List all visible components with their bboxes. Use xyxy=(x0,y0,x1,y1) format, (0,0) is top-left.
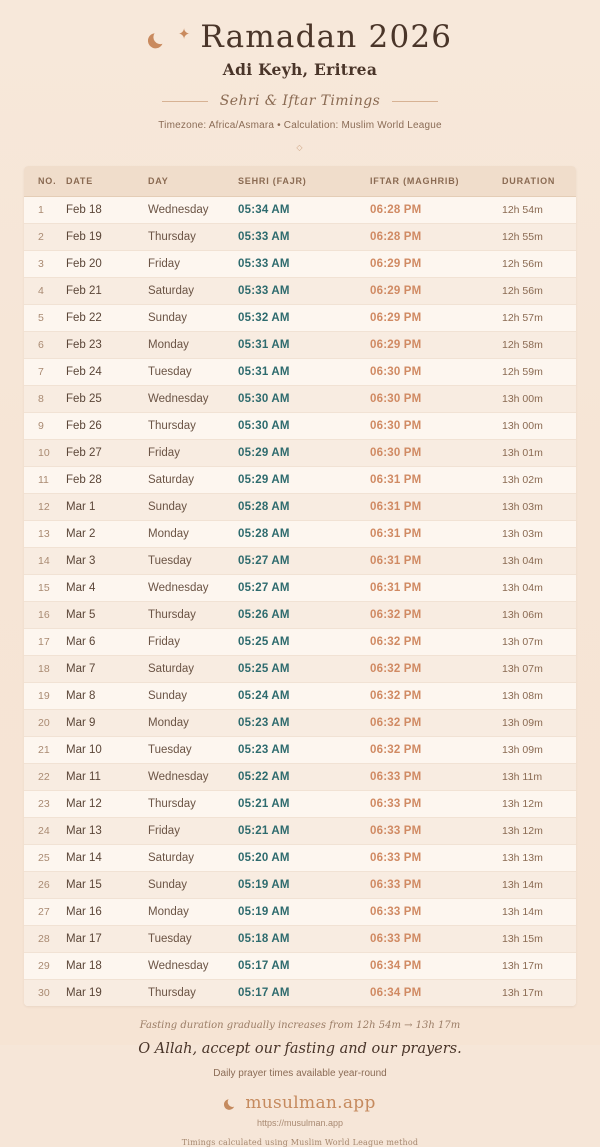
row-iftar-time: 06:29 PM xyxy=(370,332,502,359)
row-duration: 13h 13m xyxy=(502,845,576,872)
row-duration: 13h 03m xyxy=(502,494,576,521)
row-date: Mar 11 xyxy=(66,764,148,791)
table-row xyxy=(24,845,576,872)
column-header-sehri: SEHRI (FAJR) xyxy=(238,166,370,197)
row-day: Thursday xyxy=(148,602,238,629)
row-duration: 13h 12m xyxy=(502,791,576,818)
row-duration: 13h 06m xyxy=(502,602,576,629)
row-number: 20 xyxy=(24,710,66,737)
row-duration: 13h 11m xyxy=(502,764,576,791)
row-day: Monday xyxy=(148,332,238,359)
row-date: Mar 15 xyxy=(66,872,148,899)
row-number: 28 xyxy=(24,926,66,953)
table-row xyxy=(24,791,576,818)
row-sehri-time: 05:29 AM xyxy=(238,467,370,494)
row-sehri-time: 05:17 AM xyxy=(238,953,370,980)
row-date: Mar 17 xyxy=(66,926,148,953)
row-number: 2 xyxy=(24,224,66,251)
row-day: Saturday xyxy=(148,656,238,683)
row-number: 15 xyxy=(24,575,66,602)
row-day: Wednesday xyxy=(148,764,238,791)
row-duration: 13h 09m xyxy=(502,737,576,764)
row-iftar-time: 06:33 PM xyxy=(370,791,502,818)
row-iftar-time: 06:31 PM xyxy=(370,575,502,602)
table-row xyxy=(24,953,576,980)
table-row xyxy=(24,413,576,440)
row-date: Mar 12 xyxy=(66,791,148,818)
row-day: Thursday xyxy=(148,224,238,251)
row-duration: 13h 02m xyxy=(502,467,576,494)
row-duration: 12h 54m xyxy=(502,197,576,224)
row-sehri-time: 05:25 AM xyxy=(238,629,370,656)
row-day: Friday xyxy=(148,629,238,656)
row-duration: 13h 04m xyxy=(502,575,576,602)
rule-right xyxy=(392,101,438,102)
table-row xyxy=(24,899,576,926)
row-number: 29 xyxy=(24,953,66,980)
table-row xyxy=(24,926,576,953)
table-row xyxy=(24,197,576,224)
row-duration: 13h 14m xyxy=(502,899,576,926)
row-number: 19 xyxy=(24,683,66,710)
row-date: Mar 7 xyxy=(66,656,148,683)
brand-name[interactable]: musulman.app xyxy=(245,1093,376,1113)
row-number: 30 xyxy=(24,980,66,1007)
row-sehri-time: 05:23 AM xyxy=(238,710,370,737)
row-date: Feb 19 xyxy=(66,224,148,251)
row-day: Saturday xyxy=(148,467,238,494)
row-number: 23 xyxy=(24,791,66,818)
row-sehri-time: 05:21 AM xyxy=(238,791,370,818)
row-day: Thursday xyxy=(148,413,238,440)
table-row xyxy=(24,818,576,845)
row-sehri-time: 05:33 AM xyxy=(238,278,370,305)
row-day: Friday xyxy=(148,251,238,278)
table-row xyxy=(24,872,576,899)
row-duration: 13h 12m xyxy=(502,818,576,845)
duration-note: Fasting duration gradually increases from 12h 54m → 13h 17m xyxy=(139,1020,461,1031)
timings-table xyxy=(24,166,576,1006)
row-duration: 13h 08m xyxy=(502,683,576,710)
row-iftar-time: 06:30 PM xyxy=(370,440,502,467)
row-number: 16 xyxy=(24,602,66,629)
row-sehri-time: 05:31 AM xyxy=(238,332,370,359)
row-date: Feb 18 xyxy=(66,197,148,224)
row-iftar-time: 06:31 PM xyxy=(370,494,502,521)
row-duration: 13h 17m xyxy=(502,953,576,980)
row-sehri-time: 05:23 AM xyxy=(238,737,370,764)
row-day: Tuesday xyxy=(148,359,238,386)
row-iftar-time: 06:29 PM xyxy=(370,305,502,332)
row-duration: 13h 09m xyxy=(502,710,576,737)
table-row xyxy=(24,602,576,629)
row-iftar-time: 06:33 PM xyxy=(370,818,502,845)
row-number: 24 xyxy=(24,818,66,845)
table-row xyxy=(24,278,576,305)
row-sehri-time: 05:26 AM xyxy=(238,602,370,629)
row-date: Feb 27 xyxy=(66,440,148,467)
row-number: 9 xyxy=(24,413,66,440)
row-duration: 12h 56m xyxy=(502,251,576,278)
row-duration: 12h 55m xyxy=(502,224,576,251)
section-rule-row xyxy=(0,93,600,109)
row-date: Feb 26 xyxy=(66,413,148,440)
row-day: Sunday xyxy=(148,683,238,710)
table-row xyxy=(24,656,576,683)
row-duration: 13h 15m xyxy=(502,926,576,953)
row-number: 18 xyxy=(24,656,66,683)
row-day: Sunday xyxy=(148,872,238,899)
prayer-note: Daily prayer times available year-round xyxy=(213,1068,387,1079)
row-sehri-time: 05:27 AM xyxy=(238,548,370,575)
row-number: 4 xyxy=(24,278,66,305)
column-header-no: NO. xyxy=(24,166,66,197)
row-duration: 13h 14m xyxy=(502,872,576,899)
row-sehri-time: 05:28 AM xyxy=(238,494,370,521)
column-header-iftar: IFTAR (MAGHRIB) xyxy=(370,166,502,197)
column-header-day: DAY xyxy=(148,166,238,197)
row-date: Mar 5 xyxy=(66,602,148,629)
timings-table-container xyxy=(24,166,576,1006)
row-duration: 13h 01m xyxy=(502,440,576,467)
row-day: Monday xyxy=(148,899,238,926)
row-date: Mar 9 xyxy=(66,710,148,737)
table-row xyxy=(24,359,576,386)
row-day: Monday xyxy=(148,521,238,548)
row-iftar-time: 06:32 PM xyxy=(370,629,502,656)
row-number: 13 xyxy=(24,521,66,548)
row-number: 25 xyxy=(24,845,66,872)
row-day: Wednesday xyxy=(148,953,238,980)
row-date: Mar 6 xyxy=(66,629,148,656)
row-iftar-time: 06:29 PM xyxy=(370,278,502,305)
table-header-row xyxy=(24,166,576,197)
row-number: 26 xyxy=(24,872,66,899)
row-iftar-time: 06:33 PM xyxy=(370,899,502,926)
row-sehri-time: 05:25 AM xyxy=(238,656,370,683)
row-sehri-time: 05:22 AM xyxy=(238,764,370,791)
row-day: Wednesday xyxy=(148,575,238,602)
crescent-moon-icon xyxy=(224,1097,238,1111)
row-sehri-time: 05:19 AM xyxy=(238,872,370,899)
row-day: Monday xyxy=(148,710,238,737)
row-iftar-time: 06:33 PM xyxy=(370,845,502,872)
row-number: 22 xyxy=(24,764,66,791)
row-duration: 12h 58m xyxy=(502,332,576,359)
table-row xyxy=(24,548,576,575)
row-sehri-time: 05:32 AM xyxy=(238,305,370,332)
table-row xyxy=(24,575,576,602)
row-sehri-time: 05:29 AM xyxy=(238,440,370,467)
row-iftar-time: 06:33 PM xyxy=(370,764,502,791)
row-iftar-time: 06:28 PM xyxy=(370,197,502,224)
section-label: Sehri & Iftar Timings xyxy=(219,93,381,109)
table-row xyxy=(24,224,576,251)
row-number: 7 xyxy=(24,359,66,386)
row-date: Mar 4 xyxy=(66,575,148,602)
row-sehri-time: 05:33 AM xyxy=(238,251,370,278)
row-duration: 13h 07m xyxy=(502,629,576,656)
row-sehri-time: 05:17 AM xyxy=(238,980,370,1007)
row-day: Saturday xyxy=(148,845,238,872)
row-date: Mar 10 xyxy=(66,737,148,764)
row-date: Feb 24 xyxy=(66,359,148,386)
table-row xyxy=(24,980,576,1007)
row-date: Mar 2 xyxy=(66,521,148,548)
row-number: 5 xyxy=(24,305,66,332)
row-iftar-time: 06:31 PM xyxy=(370,467,502,494)
brand-url[interactable]: https://musulman.app xyxy=(256,1118,344,1128)
row-sehri-time: 05:20 AM xyxy=(238,845,370,872)
row-sehri-time: 05:30 AM xyxy=(238,386,370,413)
row-iftar-time: 06:31 PM xyxy=(370,521,502,548)
row-date: Mar 14 xyxy=(66,845,148,872)
row-day: Thursday xyxy=(148,980,238,1007)
table-row xyxy=(24,386,576,413)
row-date: Feb 25 xyxy=(66,386,148,413)
row-iftar-time: 06:32 PM xyxy=(370,710,502,737)
table-row xyxy=(24,332,576,359)
row-date: Mar 8 xyxy=(66,683,148,710)
row-duration: 13h 03m xyxy=(502,521,576,548)
row-date: Mar 19 xyxy=(66,980,148,1007)
row-day: Friday xyxy=(148,818,238,845)
brand-row[interactable] xyxy=(0,1093,600,1113)
row-number: 12 xyxy=(24,494,66,521)
crescent-moon-icon xyxy=(148,30,168,50)
row-date: Mar 18 xyxy=(66,953,148,980)
row-day: Tuesday xyxy=(148,926,238,953)
table-row xyxy=(24,737,576,764)
row-day: Wednesday xyxy=(148,386,238,413)
row-iftar-time: 06:34 PM xyxy=(370,953,502,980)
row-iftar-time: 06:32 PM xyxy=(370,737,502,764)
row-date: Feb 23 xyxy=(66,332,148,359)
diamond-ornament-icon: ◇ xyxy=(296,143,304,152)
table-row xyxy=(24,521,576,548)
row-date: Mar 3 xyxy=(66,548,148,575)
table-row xyxy=(24,764,576,791)
column-header-duration: DURATION xyxy=(502,166,576,197)
table-row xyxy=(24,629,576,656)
row-number: 1 xyxy=(24,197,66,224)
row-sehri-time: 05:31 AM xyxy=(238,359,370,386)
row-date: Mar 16 xyxy=(66,899,148,926)
row-number: 3 xyxy=(24,251,66,278)
row-duration: 13h 00m xyxy=(502,386,576,413)
row-sehri-time: 05:28 AM xyxy=(238,521,370,548)
row-iftar-time: 06:32 PM xyxy=(370,656,502,683)
row-iftar-time: 06:30 PM xyxy=(370,359,502,386)
row-sehri-time: 05:24 AM xyxy=(238,683,370,710)
row-duration: 13h 00m xyxy=(502,413,576,440)
page-header xyxy=(0,0,600,152)
row-day: Saturday xyxy=(148,278,238,305)
row-duration: 12h 56m xyxy=(502,278,576,305)
timezone-calculation-meta: Timezone: Africa/Asmara • Calculation: Muslim World League xyxy=(158,120,442,131)
row-day: Tuesday xyxy=(148,737,238,764)
calculation-method-note: Timings calculated using Muslim World League method xyxy=(181,1138,419,1147)
title-row xyxy=(0,19,600,55)
row-iftar-time: 06:33 PM xyxy=(370,926,502,953)
row-day: Friday xyxy=(148,440,238,467)
row-day: Wednesday xyxy=(148,197,238,224)
row-duration: 12h 57m xyxy=(502,305,576,332)
column-header-date: DATE xyxy=(66,166,148,197)
page-footer xyxy=(0,1020,600,1147)
row-duration: 12h 59m xyxy=(502,359,576,386)
row-number: 8 xyxy=(24,386,66,413)
rule-left xyxy=(162,101,208,102)
row-iftar-time: 06:32 PM xyxy=(370,683,502,710)
row-duration: 13h 17m xyxy=(502,980,576,1007)
row-iftar-time: 06:28 PM xyxy=(370,224,502,251)
row-iftar-time: 06:32 PM xyxy=(370,602,502,629)
page-title: Ramadan 2026 xyxy=(200,19,453,55)
row-sehri-time: 05:34 AM xyxy=(238,197,370,224)
row-number: 6 xyxy=(24,332,66,359)
row-date: Mar 1 xyxy=(66,494,148,521)
table-row xyxy=(24,251,576,278)
row-date: Feb 28 xyxy=(66,467,148,494)
row-iftar-time: 06:29 PM xyxy=(370,251,502,278)
row-day: Sunday xyxy=(148,494,238,521)
row-number: 27 xyxy=(24,899,66,926)
row-iftar-time: 06:33 PM xyxy=(370,872,502,899)
row-iftar-time: 06:30 PM xyxy=(370,386,502,413)
row-sehri-time: 05:19 AM xyxy=(238,899,370,926)
row-date: Mar 13 xyxy=(66,818,148,845)
table-row xyxy=(24,683,576,710)
dua-text: O Allah, accept our fasting and our prayers. xyxy=(138,1041,462,1057)
row-number: 11 xyxy=(24,467,66,494)
row-day: Sunday xyxy=(148,305,238,332)
location-subtitle: Adi Keyh, Eritrea xyxy=(222,60,378,79)
row-date: Feb 20 xyxy=(66,251,148,278)
row-sehri-time: 05:18 AM xyxy=(238,926,370,953)
table-row xyxy=(24,467,576,494)
table-row xyxy=(24,305,576,332)
table-row xyxy=(24,440,576,467)
row-number: 21 xyxy=(24,737,66,764)
row-iftar-time: 06:31 PM xyxy=(370,548,502,575)
row-number: 14 xyxy=(24,548,66,575)
row-sehri-time: 05:30 AM xyxy=(238,413,370,440)
row-date: Feb 21 xyxy=(66,278,148,305)
table-row xyxy=(24,494,576,521)
row-number: 10 xyxy=(24,440,66,467)
table-header xyxy=(24,166,576,197)
row-iftar-time: 06:34 PM xyxy=(370,980,502,1007)
star-icon: ✦ xyxy=(177,25,191,43)
row-iftar-time: 06:30 PM xyxy=(370,413,502,440)
row-day: Thursday xyxy=(148,791,238,818)
row-day: Tuesday xyxy=(148,548,238,575)
table-row xyxy=(24,710,576,737)
row-sehri-time: 05:33 AM xyxy=(238,224,370,251)
row-sehri-time: 05:27 AM xyxy=(238,575,370,602)
row-sehri-time: 05:21 AM xyxy=(238,818,370,845)
row-number: 17 xyxy=(24,629,66,656)
row-duration: 13h 07m xyxy=(502,656,576,683)
table-body xyxy=(24,197,576,1007)
row-duration: 13h 04m xyxy=(502,548,576,575)
row-date: Feb 22 xyxy=(66,305,148,332)
